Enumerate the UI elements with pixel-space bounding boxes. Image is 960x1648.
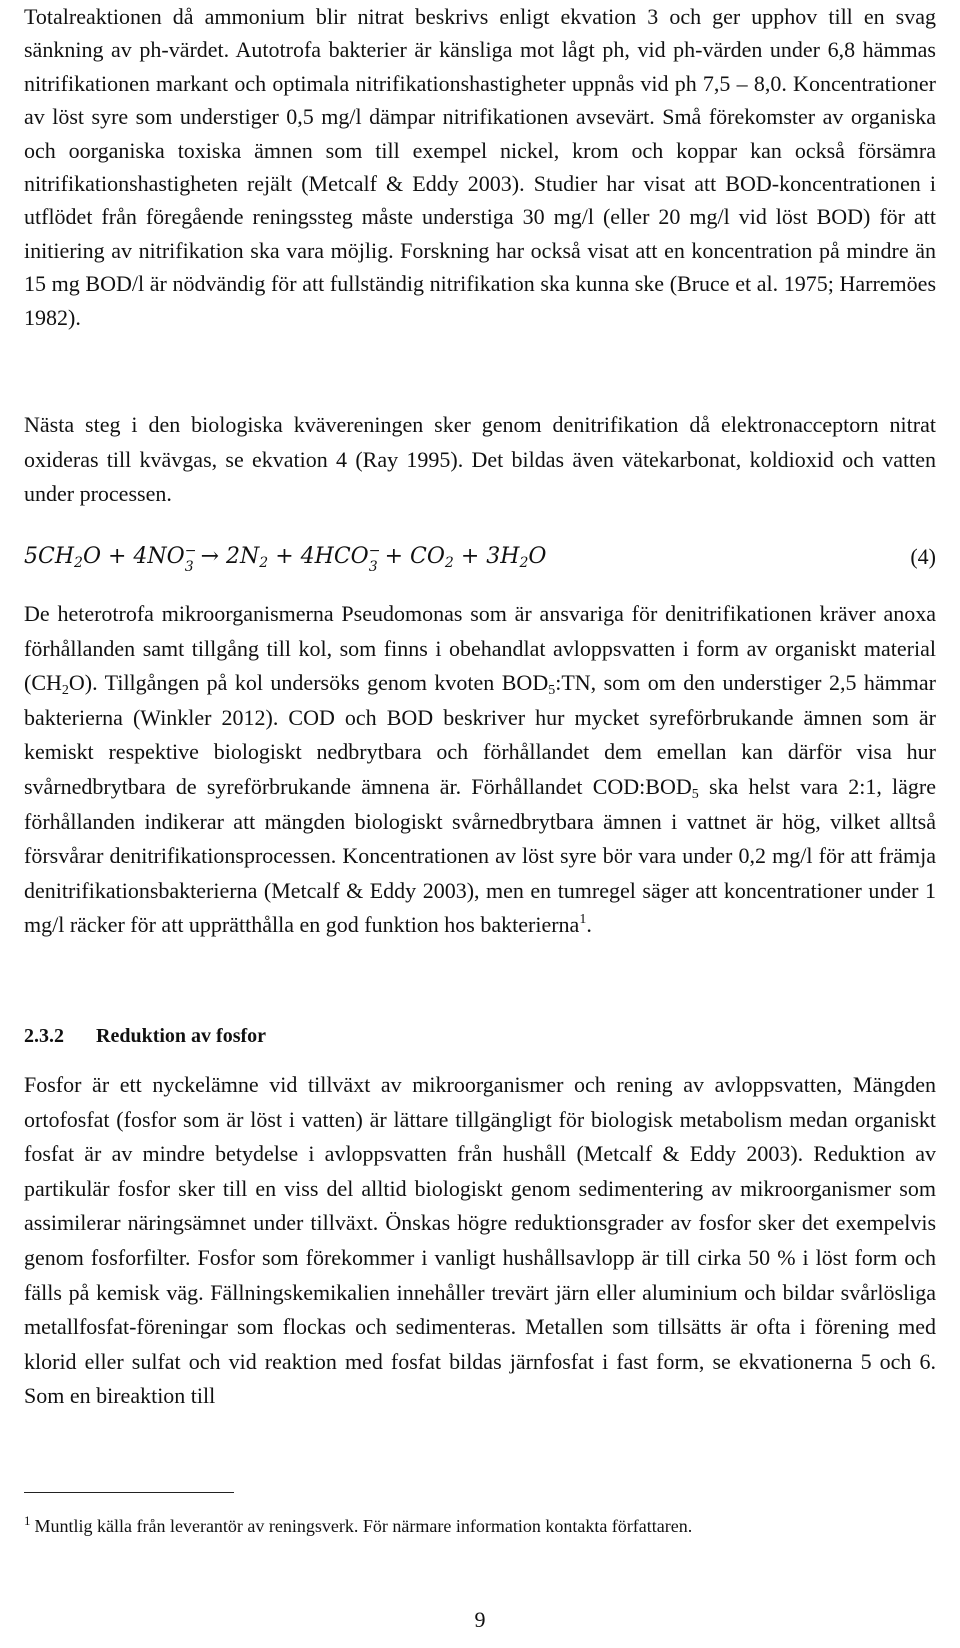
paragraph-denitrification-intro: Nästa steg i den biologiska kvävereningen sker genom denitrifikation då elektronacceptorn nitrat oxideras till kvävgas, se ekvation 4 (Ray 1995). Det bildas även vätekarbonat, koldioxid och vatten under processen. (24, 412, 936, 507)
equation-4 (24, 538, 936, 578)
footnote (24, 1515, 692, 1537)
footnote-text: Muntlig källa från leverantör av reningsverk. För närmare information kontakta författaren. (34, 1516, 693, 1536)
footnote-divider (24, 1492, 234, 1493)
equation-number: (4) (910, 544, 936, 569)
paragraph-phosphorus: Fosfor är ett nyckelämne vid tillväxt av mikroorganismer och rening av avloppsvatten, Mängden ortofosfat (fosfor som är löst i vatten) är lättare tillgängligt för biologisk metabolism medan organiskt fosfat är av mindre betydelse i avloppsvatten från hushåll (Metcalf & Eddy 2003). Reduktion av partikulär fosfor sker till en viss del alltid biologiskt genom sedimentering av mikroorganismer som assimilerar näringsämnet under tillväxt. Önskas högre reduktionsgrader av fosfor sker det exempelvis genom fosforfilter. Fosfor som förekommer i vanligt hushållsavlopp är till cirka 50 % i löst form och fälls på kemisk väg. Fällningskemikalien innehåller trevärt järn eller aluminium och bildar svårlösliga metallfosfat-föreningar som flockas och sedimenteras. Metallen som tillsätts är ofta i förening med klorid eller sulfat och vid reaktion med fosfat bildas järnfosfat i fast form, se ekvationerna 5 och 6. Som en bireaktion till (24, 1072, 936, 1409)
section-title: Reduktion av fosfor (96, 1025, 267, 1047)
page-number: 9 (474, 1607, 486, 1632)
equation-body: 5CH2O + 4NO − 3 → 2N2 + 4HCO − 3 + CO2 + 3H2O (24, 543, 547, 575)
paragraph-nitrification: Totalreaktionen då ammonium blir nitrat beskrivs enligt ekvation 3 och ger upphov till en svag sänkning av ph-värdet. Autotrofa bakterier är känsliga mot lågt ph, vid ph-värden under 6,8 hämmas nitrifikationen markant och optimala nitrifikationshastigheter uppnås vid ph 7,5 – 8,0. Koncentrationer av löst syre som understiger 0,5 mg/l dämpar nitrifikationen avsevärt. Små förekomster av organiska och oorganiska toxiska ämnen som till exempel nickel, krom och koppar kan också försämra nitrifikationshastigheten rejält (Metcalf & Eddy 2003). Studier har visat att BOD-koncentrationen i utflödet från föregående reningssteg måste understiga 30 mg/l (eller 20 mg/l vid löst BOD) för att initiering av nitrifikation ska vara möjlig. Forskning har också visat att en koncentration på mindre än 15 mg BOD/l är nödvändig för att fullständig nitrifikation ska kunna ske (Bruce et al. 1975; Harremöes 1982). (24, 4, 936, 330)
section-number: 2.3.2 (24, 1025, 64, 1047)
paragraph-heterotrophic: De heterotrofa mikroorganismerna Pseudomonas som är ansvariga för denitrifikationen kräver anoxa förhållanden samt tillgång till kol, som finns i obehandlat avloppsvatten i form av organiskt material (CH2O). Tillgången på kol undersöks genom kvoten BOD5:TN, som om den understiger 2,5 hämmar bakterierna (Winkler 2012). COD och BOD beskriver hur mycket syreförbrukande ämnen som är kemiskt respektive biologiskt nedbrytbara och förhållandet dem emellan kan därför visa hur svårnedbrytbara de syreförbrukande ämnena är. Förhållandet COD:BOD5 ska helst vara 2:1, lägre förhållanden indikerar att mängden biologiskt svårnedbrytbara ämnen i vattnet är hög, vilket alltså försvårar denitrifikationsprocessen. Koncentrationen av löst syre bör vara under 0,2 mg/l för att främja denitrifikationsbakterierna (Metcalf & Eddy 2003), men en tumregel säger att koncentrationer under 1 mg/l räcker för att upprätthålla en god funktion hos bakterierna$^1$. (24, 601, 936, 938)
footnote-reference: 1 (579, 912, 587, 928)
footnote-mark: 1 (24, 1513, 31, 1528)
section-heading (24, 1025, 266, 1048)
